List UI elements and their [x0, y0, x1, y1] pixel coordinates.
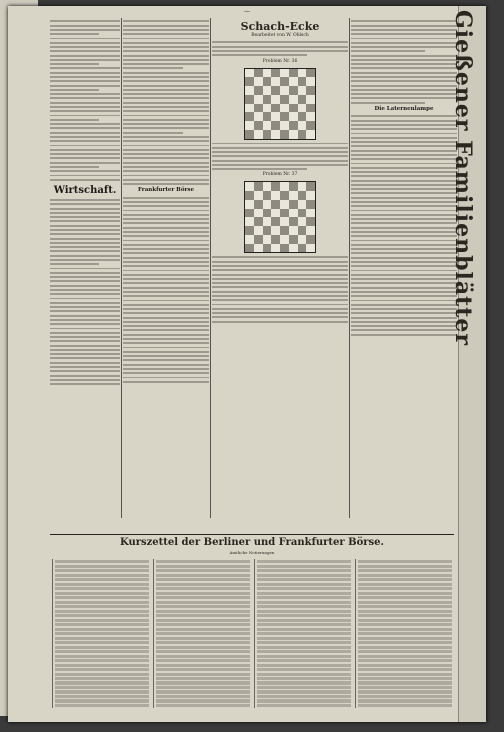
column-3-chess: [212, 18, 348, 528]
column-1: [50, 18, 120, 528]
chess-subtitle: Bearbeitet von W. Ohlsch: [251, 33, 309, 38]
problem-2-heading: Problem Nr. 37: [262, 172, 298, 178]
bourse-column: [254, 559, 351, 708]
column-2: [123, 18, 209, 528]
column-rule: [121, 18, 122, 518]
laternenlampe-heading: Die Laternenlampe: [374, 106, 434, 113]
newspaper-page: [8, 6, 486, 722]
bourse-column: [355, 559, 452, 708]
bourse-subtitle: Amtliche Notierungen: [229, 550, 275, 555]
bourse-title: Kurszettel der Berliner und Frankfurter Börse.: [119, 537, 385, 548]
chess-board-2: [244, 181, 316, 253]
column-rule: [349, 18, 350, 518]
chess-title: Schach-Ecke: [240, 20, 320, 33]
column-4: [351, 18, 457, 528]
bourse-column: [153, 559, 250, 708]
vertical-masthead: Gießener: [450, 10, 476, 132]
bourse-column: [52, 559, 149, 708]
problem-1-heading: Problem Nr. 36: [262, 58, 298, 64]
wirtschaft-heading: Wirtschaft.: [53, 184, 117, 196]
page-number: —: [244, 8, 250, 15]
column-rule: [210, 18, 211, 518]
frankfurt-heading: Frankfurter Börse: [137, 187, 194, 194]
bourse-grid: [50, 557, 454, 710]
stock-exchange-table: [50, 534, 454, 721]
